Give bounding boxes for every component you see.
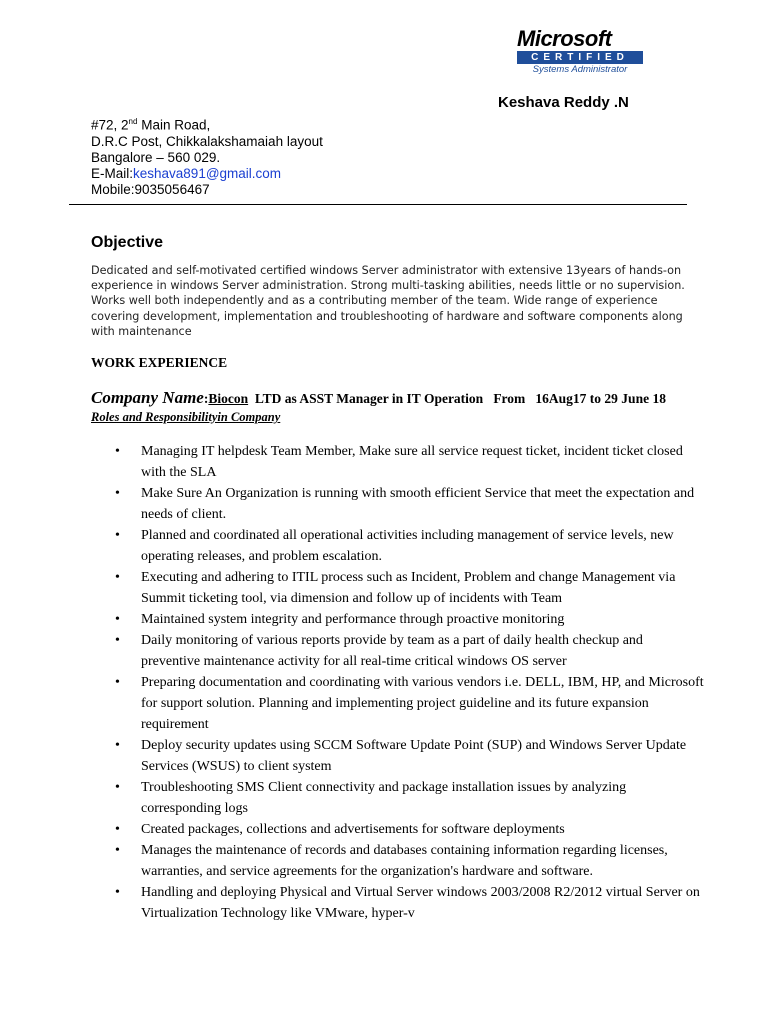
- address-line-3: Bangalore – 560 029.: [91, 149, 221, 165]
- logo-certified-band: CERTIFIED: [517, 51, 643, 64]
- duty-item: • Executing and adhering to ITIL process such as Incident, Problem and change Management via Summit ticketing tool, via dimension and follow up of incidents with Team: [113, 567, 705, 609]
- duty-item: • Troubleshooting SMS Client connectivity and package installation issues by analyzing corresponding logs: [113, 777, 705, 819]
- company-label: Company Name: [91, 388, 204, 407]
- email-link[interactable]: keshava891@gmail.com: [133, 165, 282, 181]
- work-experience-heading: WORK EXPERIENCE: [91, 355, 228, 370]
- objective-heading: Objective: [91, 234, 164, 251]
- duty-item: • Managing IT helpdesk Team Member, Make sure all service request ticket, incident ticket closed with the SLA: [113, 441, 705, 483]
- duty-item: • Maintained system integrity and performance through proactive monitoring: [113, 609, 705, 630]
- logo-brand: Microsoft: [517, 26, 612, 51]
- objective-text: Dedicated and self-motivated certified windows Server administrator with extensive 13years of hands-on experience in windows Server administration. Strong multi-tasking abilities, needs little or no supervision. Works well both independently and as a contributing member of the team. Wide range of experience covering development, implementation and troubleshooting of hardware and software components along with maintenance: [91, 264, 685, 338]
- email-line: E-Mail:keshava891@gmail.com: [91, 165, 282, 181]
- roles-heading: Roles and Responsibilityin Company: [91, 410, 281, 424]
- duty-item: • Manages the maintenance of records and databases containing information regarding licenses, warranties, and service agreements for the organization's hardware and software.: [113, 840, 705, 882]
- duty-item: • Planned and coordinated all operational activities including management of service levels, new operating releases, and problem escalation.: [113, 525, 705, 567]
- duty-item: • Deploy security updates using SCCM Software Update Point (SUP) and Windows Server Update Services (WSUS) to client system: [113, 735, 705, 777]
- microsoft-certified-logo: [517, 28, 643, 76]
- duty-item: • Preparing documentation and coordinating with various vendors i.e. DELL, IBM, HP, and Microsoft for support solution. Planning and implementing project guideline and its future expansion requirement: [113, 672, 705, 735]
- address-line-1: #72, 2nd Main Road,: [91, 117, 211, 133]
- candidate-name: Keshava Reddy .N: [498, 94, 629, 111]
- company-details: LTD as ASST Manager in IT Operation From 16Aug17 to 29 June 18: [248, 391, 666, 406]
- company-name: Biocon: [208, 391, 249, 406]
- contact-block: [91, 114, 323, 198]
- duty-item: • Daily monitoring of various reports provide by team as a part of daily health checkup and preventive maintenance activity for all real-time critical windows OS server: [113, 630, 705, 672]
- company-line: Company Name:Biocon LTD as ASST Manager in IT Operation From 16Aug17 to 29 June 18: [91, 388, 666, 407]
- duty-item: • Created packages, collections and advertisements for software deployments: [113, 819, 705, 840]
- duty-item: • Handling and deploying Physical and Virtual Server windows 2003/2008 R2/2012 virtual Server on Virtualization Technology like VMware, hyper-v: [113, 882, 705, 924]
- duty-item: • Make Sure An Organization is running with smooth efficient Service that meet the expectation and needs of client.: [113, 483, 705, 525]
- mobile-line: Mobile:9035056467: [91, 181, 210, 197]
- duties-list: [113, 441, 705, 924]
- logo-title: Systems Administrator: [532, 64, 628, 75]
- header-divider: [69, 204, 687, 205]
- address-line-2: D.R.C Post, Chikkalakshamaiah layout: [91, 133, 323, 149]
